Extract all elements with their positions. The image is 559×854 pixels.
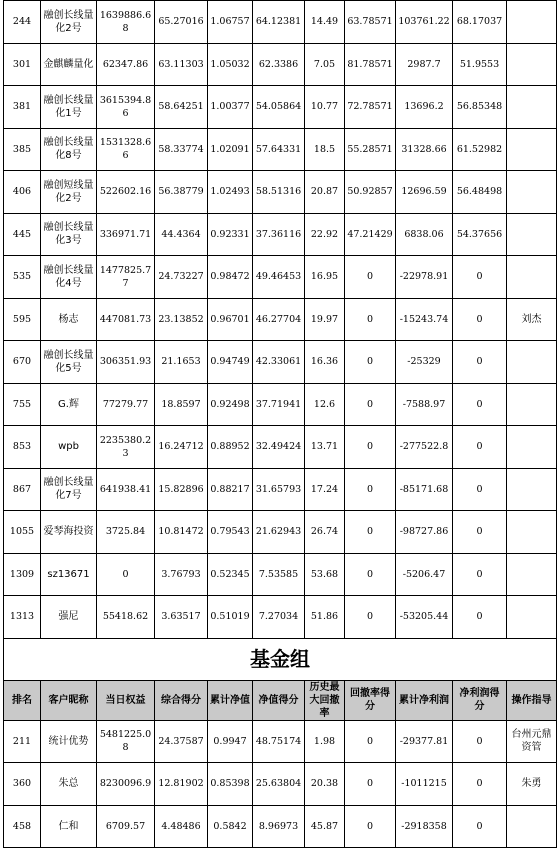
cell-nav: 0.92331 <box>208 213 253 256</box>
cell-equity: 2235380.23 <box>97 426 155 469</box>
cell-nav: 0.51019 <box>208 596 253 639</box>
cell-drawdown-score: 0 <box>345 426 396 469</box>
cell-nav-score: 58.51316 <box>253 171 305 214</box>
cell-name: 朱总 <box>41 763 97 806</box>
cell-profit-score: 61.52982 <box>453 128 507 171</box>
cell-advisor <box>507 128 557 171</box>
cell-nav: 0.94749 <box>208 341 253 384</box>
cell-nav: 0.92498 <box>208 383 253 426</box>
cell-drawdown-score: 81.78571 <box>345 43 396 86</box>
cell-rank: 535 <box>4 256 41 299</box>
cell-net-profit: -98727.86 <box>396 511 453 554</box>
cell-equity: 77279.77 <box>97 383 155 426</box>
cell-advisor <box>507 383 557 426</box>
cell-net-profit: -7588.97 <box>396 383 453 426</box>
cell-max-drawdown: 13.71 <box>305 426 345 469</box>
cell-score: 24.37587 <box>155 720 208 763</box>
cell-advisor <box>507 341 557 384</box>
cell-profit-score: 0 <box>453 763 507 806</box>
cell-nav-score: 21.62943 <box>253 511 305 554</box>
cell-advisor <box>507 596 557 639</box>
cell-advisor <box>507 553 557 596</box>
cell-rank: 853 <box>4 426 41 469</box>
cell-score: 3.76793 <box>155 553 208 596</box>
cell-nav: 0.88217 <box>208 468 253 511</box>
cell-name: 强尼 <box>41 596 97 639</box>
cell-profit-score: 0 <box>453 511 507 554</box>
cell-score: 23.13852 <box>155 298 208 341</box>
cell-net-profit: -15243.74 <box>396 298 453 341</box>
col-header-rank: 排名 <box>4 680 41 720</box>
cell-max-drawdown: 20.38 <box>305 763 345 806</box>
cell-rank: 301 <box>4 43 41 86</box>
cell-equity: 3725.84 <box>97 511 155 554</box>
cell-name: 爱琴海投资 <box>41 511 97 554</box>
cell-nav: 0.96701 <box>208 298 253 341</box>
cell-equity: 447081.73 <box>97 298 155 341</box>
cell-profit-score: 0 <box>453 553 507 596</box>
cell-rank: 867 <box>4 468 41 511</box>
cell-drawdown-score: 0 <box>345 511 396 554</box>
cell-nav-score: 57.64331 <box>253 128 305 171</box>
cell-nav: 1.00377 <box>208 86 253 129</box>
table-row <box>4 1 557 44</box>
cell-net-profit: -277522.8 <box>396 426 453 469</box>
cell-max-drawdown: 12.6 <box>305 383 345 426</box>
cell-nav-score: 46.27704 <box>253 298 305 341</box>
ranking-sheet <box>3 0 557 848</box>
cell-equity: 336971.71 <box>97 213 155 256</box>
table-row <box>4 213 557 256</box>
cell-net-profit: -25329 <box>396 341 453 384</box>
cell-score: 24.73227 <box>155 256 208 299</box>
cell-nav: 0.98472 <box>208 256 253 299</box>
cell-max-drawdown: 51.86 <box>305 596 345 639</box>
cell-name: 统计优势 <box>41 720 97 763</box>
cell-net-profit: -2918358 <box>396 805 453 848</box>
cell-max-drawdown: 19.97 <box>305 298 345 341</box>
table-row <box>4 128 557 171</box>
cell-nav: 1.06757 <box>208 1 253 44</box>
cell-profit-score: 0 <box>453 426 507 469</box>
cell-max-drawdown: 16.95 <box>305 256 345 299</box>
cell-name: 金麒麟量化 <box>41 43 97 86</box>
cell-net-profit: -5206.47 <box>396 553 453 596</box>
cell-drawdown-score: 0 <box>345 553 396 596</box>
cell-rank: 595 <box>4 298 41 341</box>
table-row <box>4 341 557 384</box>
table-row <box>4 511 557 554</box>
cell-rank: 1313 <box>4 596 41 639</box>
cell-nav-score: 32.49424 <box>253 426 305 469</box>
cell-nav: 0.88952 <box>208 426 253 469</box>
cell-advisor <box>507 511 557 554</box>
cell-profit-score: 0 <box>453 341 507 384</box>
table-row <box>4 383 557 426</box>
cell-nav-score: 8.96973 <box>253 805 305 848</box>
fund-group-rows <box>4 720 557 848</box>
cell-nav-score: 64.12381 <box>253 1 305 44</box>
cell-net-profit: -85171.68 <box>396 468 453 511</box>
cell-equity: 1477825.77 <box>97 256 155 299</box>
col-header-equity: 当日权益 <box>97 680 155 720</box>
group-title-row <box>4 638 557 680</box>
cell-name: 仁和 <box>41 805 97 848</box>
cell-profit-score: 0 <box>453 256 507 299</box>
cell-nav-score: 62.3386 <box>253 43 305 86</box>
cell-advisor <box>507 86 557 129</box>
cell-profit-score: 56.85348 <box>453 86 507 129</box>
table-row <box>4 43 557 86</box>
cell-net-profit: -29377.81 <box>396 720 453 763</box>
cell-profit-score: 0 <box>453 468 507 511</box>
cell-score: 10.81472 <box>155 511 208 554</box>
cell-profit-score: 0 <box>453 383 507 426</box>
table-row <box>4 298 557 341</box>
cell-score: 44.4364 <box>155 213 208 256</box>
cell-equity: 8230096.9 <box>97 763 155 806</box>
cell-nav-score: 37.36116 <box>253 213 305 256</box>
cell-drawdown-score: 55.28571 <box>345 128 396 171</box>
cell-score: 3.63517 <box>155 596 208 639</box>
cell-nav: 0.85398 <box>208 763 253 806</box>
col-header-nav-score: 净值得分 <box>253 680 305 720</box>
col-header-net-profit: 累计净利润 <box>396 680 453 720</box>
cell-score: 12.81902 <box>155 763 208 806</box>
cell-profit-score: 0 <box>453 298 507 341</box>
cell-score: 4.48486 <box>155 805 208 848</box>
table-row <box>4 805 557 848</box>
cell-net-profit: 31328.66 <box>396 128 453 171</box>
table-row <box>4 763 557 806</box>
top-group-rows <box>4 1 557 639</box>
cell-drawdown-score: 50.92857 <box>345 171 396 214</box>
cell-net-profit: -22978.91 <box>396 256 453 299</box>
cell-nav-score: 48.75174 <box>253 720 305 763</box>
cell-drawdown-score: 47.21429 <box>345 213 396 256</box>
cell-score: 15.82896 <box>155 468 208 511</box>
cell-nav-score: 49.46453 <box>253 256 305 299</box>
cell-nav: 1.02493 <box>208 171 253 214</box>
cell-advisor <box>507 426 557 469</box>
cell-equity: 3615394.86 <box>97 86 155 129</box>
cell-net-profit: 103761.22 <box>396 1 453 44</box>
cell-drawdown-score: 0 <box>345 763 396 806</box>
col-header-nav: 累计净值 <box>208 680 253 720</box>
cell-equity: 1639886.68 <box>97 1 155 44</box>
cell-name: 杨志 <box>41 298 97 341</box>
cell-nav: 1.05032 <box>208 43 253 86</box>
cell-drawdown-score: 0 <box>345 596 396 639</box>
table-row <box>4 596 557 639</box>
cell-max-drawdown: 7.05 <box>305 43 345 86</box>
cell-rank: 406 <box>4 171 41 214</box>
cell-advisor: 刘杰 <box>507 298 557 341</box>
cell-name: 融创长线量化8号 <box>41 128 97 171</box>
cell-net-profit: -1011215 <box>396 763 453 806</box>
cell-max-drawdown: 16.36 <box>305 341 345 384</box>
cell-name: sz13671 <box>41 553 97 596</box>
cell-drawdown-score: 0 <box>345 256 396 299</box>
cell-advisor: 朱勇 <box>507 763 557 806</box>
cell-advisor <box>507 1 557 44</box>
cell-max-drawdown: 14.49 <box>305 1 345 44</box>
cell-name: wpb <box>41 426 97 469</box>
cell-profit-score: 56.48498 <box>453 171 507 214</box>
cell-score: 21.1653 <box>155 341 208 384</box>
cell-max-drawdown: 45.87 <box>305 805 345 848</box>
cell-name: 融创长线量化3号 <box>41 213 97 256</box>
cell-nav: 0.79543 <box>208 511 253 554</box>
column-header-row <box>4 680 557 720</box>
cell-name: 融创长线量化4号 <box>41 256 97 299</box>
cell-drawdown-score: 72.78571 <box>345 86 396 129</box>
cell-nav-score: 42.33061 <box>253 341 305 384</box>
cell-drawdown-score: 0 <box>345 805 396 848</box>
cell-name: 融创长线量化2号 <box>41 1 97 44</box>
cell-drawdown-score: 63.78571 <box>345 1 396 44</box>
cell-advisor: 台州元鼎资管 <box>507 720 557 763</box>
cell-drawdown-score: 0 <box>345 468 396 511</box>
cell-equity: 522602.16 <box>97 171 155 214</box>
cell-advisor <box>507 43 557 86</box>
cell-max-drawdown: 20.87 <box>305 171 345 214</box>
cell-max-drawdown: 26.74 <box>305 511 345 554</box>
cell-drawdown-score: 0 <box>345 298 396 341</box>
cell-drawdown-score: 0 <box>345 341 396 384</box>
col-header-max-drawdown: 历史最大回撤率 <box>305 680 345 720</box>
cell-nav-score: 25.63804 <box>253 763 305 806</box>
cell-equity: 6709.57 <box>97 805 155 848</box>
cell-advisor <box>507 805 557 848</box>
cell-equity: 62347.86 <box>97 43 155 86</box>
cell-drawdown-score: 0 <box>345 720 396 763</box>
cell-max-drawdown: 1.98 <box>305 720 345 763</box>
cell-max-drawdown: 22.92 <box>305 213 345 256</box>
cell-nav-score: 7.27034 <box>253 596 305 639</box>
cell-profit-score: 54.37656 <box>453 213 507 256</box>
cell-rank: 244 <box>4 1 41 44</box>
cell-rank: 670 <box>4 341 41 384</box>
cell-nav-score: 7.53585 <box>253 553 305 596</box>
cell-max-drawdown: 53.68 <box>305 553 345 596</box>
cell-advisor <box>507 256 557 299</box>
cell-rank: 385 <box>4 128 41 171</box>
cell-score: 56.38779 <box>155 171 208 214</box>
cell-score: 63.11303 <box>155 43 208 86</box>
cell-rank: 755 <box>4 383 41 426</box>
cell-rank: 1309 <box>4 553 41 596</box>
cell-max-drawdown: 18.5 <box>305 128 345 171</box>
cell-name: 融创短线量化2号 <box>41 171 97 214</box>
cell-score: 18.8597 <box>155 383 208 426</box>
group-title: 基金组 <box>4 638 557 680</box>
col-header-name: 客户昵称 <box>41 680 97 720</box>
cell-nav: 0.9947 <box>208 720 253 763</box>
cell-equity: 0 <box>97 553 155 596</box>
cell-name: 融创长线量化1号 <box>41 86 97 129</box>
cell-rank: 1055 <box>4 511 41 554</box>
cell-nav: 1.02091 <box>208 128 253 171</box>
cell-net-profit: 6838.06 <box>396 213 453 256</box>
col-header-profit-score: 净利润得分 <box>453 680 507 720</box>
cell-equity: 641938.41 <box>97 468 155 511</box>
cell-rank: 211 <box>4 720 41 763</box>
cell-profit-score: 51.9553 <box>453 43 507 86</box>
cell-profit-score: 0 <box>453 805 507 848</box>
cell-nav-score: 37.71941 <box>253 383 305 426</box>
cell-max-drawdown: 17.24 <box>305 468 345 511</box>
cell-equity: 306351.93 <box>97 341 155 384</box>
table-row <box>4 171 557 214</box>
cell-net-profit: 2987.7 <box>396 43 453 86</box>
cell-rank: 445 <box>4 213 41 256</box>
cell-rank: 381 <box>4 86 41 129</box>
cell-net-profit: 13696.2 <box>396 86 453 129</box>
table-row <box>4 553 557 596</box>
cell-profit-score: 0 <box>453 720 507 763</box>
cell-score: 65.27016 <box>155 1 208 44</box>
cell-net-profit: -53205.44 <box>396 596 453 639</box>
table-row <box>4 720 557 763</box>
cell-rank: 458 <box>4 805 41 848</box>
col-header-score: 综合得分 <box>155 680 208 720</box>
cell-score: 58.64251 <box>155 86 208 129</box>
cell-name: 融创长线量化5号 <box>41 341 97 384</box>
cell-advisor <box>507 468 557 511</box>
cell-profit-score: 68.17037 <box>453 1 507 44</box>
cell-rank: 360 <box>4 763 41 806</box>
table-row <box>4 86 557 129</box>
col-header-drawdown-score: 回撤率得分 <box>345 680 396 720</box>
cell-nav-score: 54.05864 <box>253 86 305 129</box>
cell-advisor <box>507 171 557 214</box>
cell-equity: 5481225.08 <box>97 720 155 763</box>
cell-drawdown-score: 0 <box>345 383 396 426</box>
cell-score: 16.24712 <box>155 426 208 469</box>
table-row <box>4 256 557 299</box>
col-header-advisor: 操作指导 <box>507 680 557 720</box>
table-row <box>4 426 557 469</box>
ranking-table <box>3 0 557 848</box>
cell-equity: 55418.62 <box>97 596 155 639</box>
cell-advisor <box>507 213 557 256</box>
cell-name: G.辉 <box>41 383 97 426</box>
cell-nav-score: 31.65793 <box>253 468 305 511</box>
cell-nav: 0.52345 <box>208 553 253 596</box>
cell-max-drawdown: 10.77 <box>305 86 345 129</box>
table-row <box>4 468 557 511</box>
cell-nav: 0.5842 <box>208 805 253 848</box>
cell-score: 58.33774 <box>155 128 208 171</box>
cell-name: 融创长线量化7号 <box>41 468 97 511</box>
cell-profit-score: 0 <box>453 596 507 639</box>
cell-net-profit: 12696.59 <box>396 171 453 214</box>
cell-equity: 1531328.66 <box>97 128 155 171</box>
